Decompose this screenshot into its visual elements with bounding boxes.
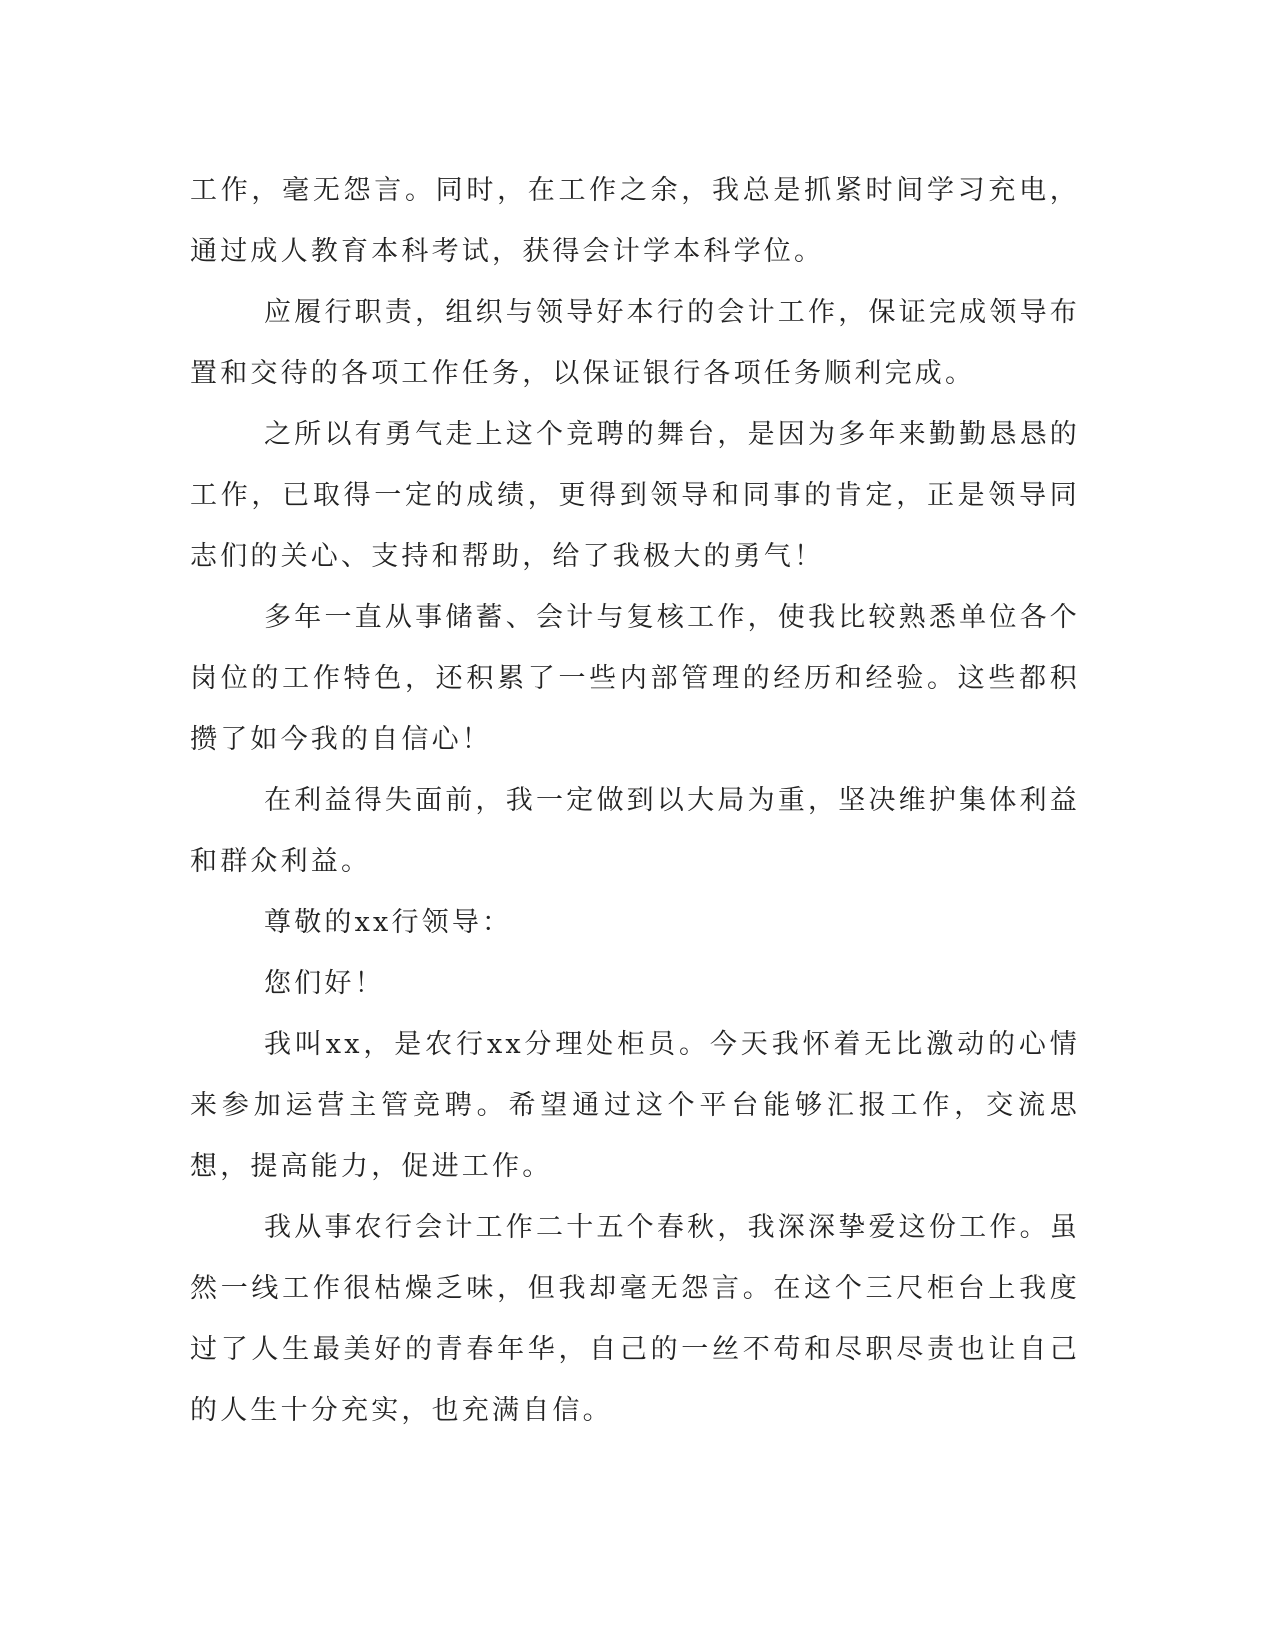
- paragraph-4: 多年一直从事储蓄、会计与复核工作，使我比较熟悉单位各个岗位的工作特色，还积累了一些内部管理的经历和经验。这些都积攒了如今我的自信心！: [190, 602, 1080, 755]
- paragraph-5: 在利益得失面前，我一定做到以大局为重，坚决维护集体利益和群众利益。: [190, 785, 1080, 877]
- paragraph-1: 工作，毫无怨言。同时，在工作之余，我总是抓紧时间学习充电，通过成人教育本科考试，获得会计学本科学位。: [190, 175, 1080, 267]
- paragraph-8: 我叫xx，是农行xx分理处柜员。今天我怀着无比激动的心情来参加运营主管竞聘。希望通过这个平台能够汇报工作，交流思想，提高能力，促进工作。: [190, 1029, 1080, 1182]
- document-body: [190, 160, 1080, 1441]
- greeting: 您们好！: [264, 968, 385, 999]
- paragraph-2: 应履行职责，组织与领导好本行的会计工作，保证完成领导布置和交待的各项工作任务，以保证银行各项任务顺利完成。: [190, 297, 1080, 389]
- paragraph-3: 之所以有勇气走上这个竞聘的舞台，是因为多年来勤勤恳恳的工作，已取得一定的成绩，更得到领导和同事的肯定，正是领导同志们的关心、支持和帮助，给了我极大的勇气！: [190, 419, 1080, 572]
- salutation: 尊敬的xx行领导：: [264, 907, 513, 938]
- paragraph-9: 我从事农行会计工作二十五个春秋，我深深挚爱这份工作。虽然一线工作很枯燥乏味，但我却毫无怨言。在这个三尺柜台上我度过了人生最美好的青春年华，自己的一丝不苟和尽职尽责也让自己的人生十分充实，也充满自信。: [190, 1212, 1080, 1426]
